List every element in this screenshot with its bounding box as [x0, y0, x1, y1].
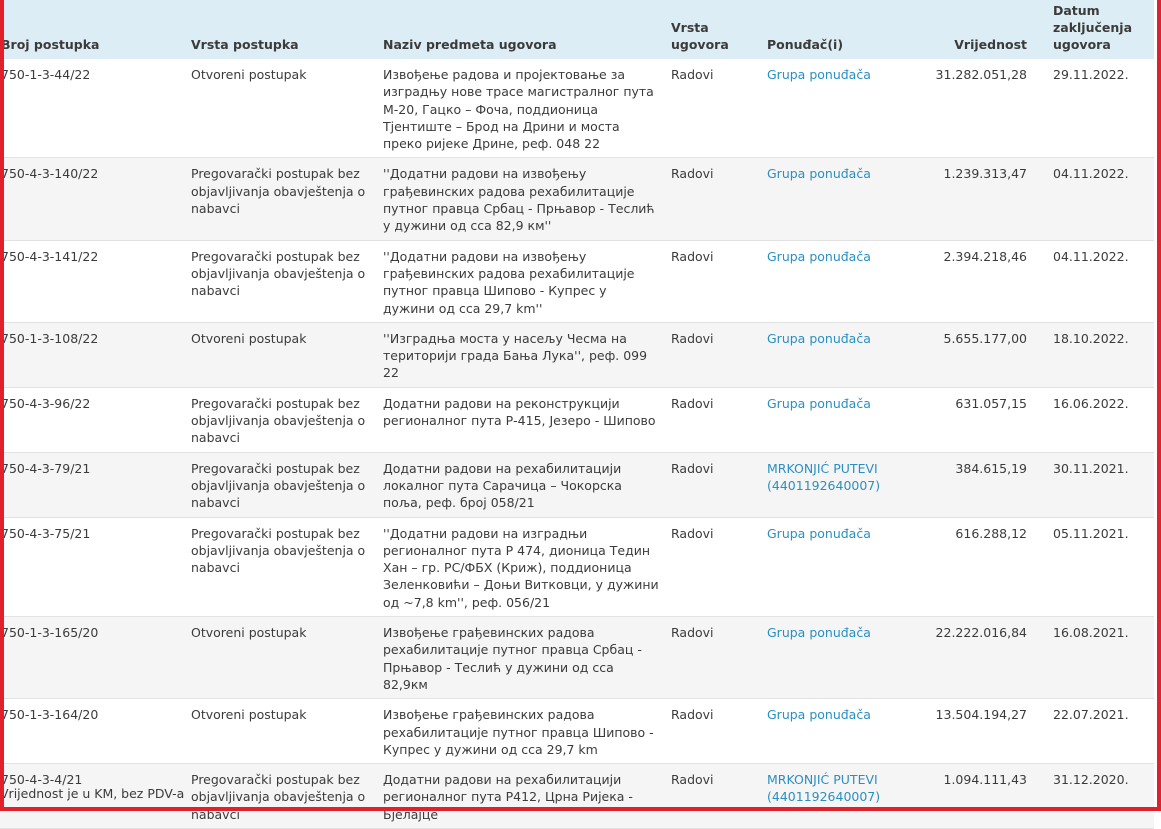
cell-datum: 16.06.2022.	[1047, 387, 1154, 452]
bidder-link[interactable]: Grupa ponuđača	[767, 525, 871, 541]
cell-vrijednost: 631.057,15	[911, 387, 1047, 452]
cell-vrsta: Pregovarački postupak bez objavljivanja obavještenja o nabavci	[185, 764, 377, 829]
cell-vrijednost: 1.239.313,47	[911, 158, 1047, 240]
table-row	[0, 322, 1154, 387]
table-row	[0, 517, 1154, 616]
bidder-link[interactable]: Grupa ponuđača	[767, 166, 871, 182]
header-vrsta[interactable]: Vrsta postupka	[191, 37, 299, 52]
cell-vrsta-ugovora: Radovi	[665, 59, 761, 158]
cell-naziv: Извођење радова и пројектовање за изградњу нове трасе магистралног пута М-20, Гацко – Фоча, поддионица Тјентиште – Брод на Дрини и моста преко ријеке Дрине, реф. 048 22	[377, 59, 665, 158]
cell-naziv: ''Додатни радови на изградњи регионалног пута Р 474, дионица Тедин Хан – гр. РС/ФБХ (Криж), поддионица Зеленковићи – Доњи Витковци, у дужини од ~7,8 km'', реф. 056/21	[377, 517, 665, 616]
cell-broj: 750-4-3-4/21	[0, 764, 185, 829]
table-row	[0, 387, 1154, 452]
cell-naziv: Додатни радови на рехабилитацији локалног пута Сарачица – Чокорска поља, реф. број 058/21	[377, 452, 665, 517]
cell-vrsta: Otvoreni postupak	[185, 617, 377, 699]
cell-broj: 750-4-3-96/22	[0, 387, 185, 452]
cell-broj: 750-4-3-75/21	[0, 517, 185, 616]
table-row	[0, 699, 1154, 764]
cell-ponudjac	[761, 59, 911, 158]
cell-datum: 29.11.2022.	[1047, 59, 1154, 158]
cell-vrsta-ugovora: Radovi	[665, 699, 761, 764]
table-row	[0, 158, 1154, 240]
cell-datum: 18.10.2022.	[1047, 322, 1154, 387]
cell-vrijednost: 22.222.016,84	[911, 617, 1047, 699]
bidder-link[interactable]: Grupa ponuđača	[767, 625, 871, 641]
cell-datum: 22.07.2021.	[1047, 699, 1154, 764]
cell-datum: 05.11.2021.	[1047, 517, 1154, 616]
cell-ponudjac	[761, 322, 911, 387]
bidder-link[interactable]: MRKONJIĆ PUTEVI (4401192640007)	[767, 460, 881, 493]
bidder-link[interactable]: Grupa ponuđača	[767, 395, 871, 411]
table-row	[0, 240, 1154, 322]
header-vrijednost[interactable]: Vrijednost	[954, 37, 1027, 52]
cell-vrsta-ugovora: Radovi	[665, 387, 761, 452]
table-row	[0, 59, 1154, 158]
footnote: Vrijednost je u KM, bez PDV-a	[0, 786, 185, 801]
header-datum[interactable]: Datum zaključenja ugovora	[1053, 3, 1132, 52]
cell-vrijednost: 13.504.194,27	[911, 699, 1047, 764]
cell-vrsta-ugovora: Radovi	[665, 322, 761, 387]
cell-vrsta: Otvoreni postupak	[185, 699, 377, 764]
cell-ponudjac	[761, 617, 911, 699]
cell-naziv: ''Додатни радови на извођењу грађевинских радова рехабилитације путног правца Шипово - Купрес у дужини од сса 29,7 km''	[377, 240, 665, 322]
cell-vrsta: Pregovarački postupak bez objavljivanja obavještenja o nabavci	[185, 158, 377, 240]
cell-vrsta: Pregovarački postupak bez objavljivanja obavještenja o nabavci	[185, 240, 377, 322]
cell-vrsta: Pregovarački postupak bez objavljivanja obavještenja o nabavci	[185, 387, 377, 452]
cell-ponudjac	[761, 699, 911, 764]
cell-naziv: Додатни радови на рехабилитацији регионалног пута Р412, Црна Ријека - Бјелајце	[377, 764, 665, 829]
bidder-link[interactable]: Grupa ponuđača	[767, 67, 871, 82]
cell-vrsta: Otvoreni postupak	[185, 322, 377, 387]
table-row	[0, 617, 1154, 699]
cell-broj: 750-1-3-164/20	[0, 699, 185, 764]
cell-naziv: Додатни радови на реконструкцији регионалног пута Р-415, Језеро - Шипово	[377, 387, 665, 452]
cell-ponudjac	[761, 517, 911, 616]
cell-datum: 04.11.2022.	[1047, 240, 1154, 322]
table-row	[0, 452, 1154, 517]
cell-broj: 750-4-3-140/22	[0, 158, 185, 240]
cell-vrsta: Otvoreni postupak	[185, 59, 377, 158]
cell-ponudjac	[761, 764, 911, 829]
cell-broj: 750-1-3-108/22	[0, 322, 185, 387]
cell-broj: 750-1-3-44/22	[0, 59, 185, 158]
cell-broj: 750-4-3-79/21	[0, 452, 185, 517]
cell-vrsta-ugovora: Radovi	[665, 452, 761, 517]
cell-vrsta-ugovora: Radovi	[665, 517, 761, 616]
bidder-link[interactable]: Grupa ponuđača	[767, 248, 871, 264]
cell-ponudjac	[761, 387, 911, 452]
cell-ponudjac	[761, 158, 911, 240]
cell-naziv: ''Додатни радови на извођењу грађевинских радова рехабилитације путног правца Србац - Прњавор - Теслић у дужини од сса 82,9 км''	[377, 158, 665, 240]
cell-naziv: Извођење грађевинских радова рехабилитације путног правца Шипово - Купрес у дужини од сса 29,7 km	[377, 699, 665, 764]
cell-vrsta: Pregovarački postupak bez objavljivanja obavještenja o nabavci	[185, 452, 377, 517]
cell-datum: 31.12.2020.	[1047, 764, 1154, 829]
header-naziv[interactable]: Naziv predmeta ugovora	[383, 37, 557, 52]
cell-ponudjac	[761, 240, 911, 322]
cell-ponudjac	[761, 452, 911, 517]
cell-vrijednost: 1.094.111,43	[911, 764, 1047, 829]
cell-broj: 750-1-3-165/20	[0, 617, 185, 699]
cell-vrijednost: 2.394.218,46	[911, 240, 1047, 322]
cell-vrijednost: 31.282.051,28	[911, 59, 1047, 158]
header-ponudjac[interactable]: Ponuđač(i)	[767, 37, 844, 52]
cell-datum: 16.08.2021.	[1047, 617, 1154, 699]
cell-vrijednost: 616.288,12	[911, 517, 1047, 616]
cell-vrsta-ugovora: Radovi	[665, 240, 761, 322]
bidder-link[interactable]: Grupa ponuđača	[767, 707, 871, 723]
cell-vrijednost: 384.615,19	[911, 452, 1047, 517]
bidder-link[interactable]: MRKONJIĆ PUTEVI (4401192640007)	[767, 772, 881, 805]
cell-vrsta-ugovora: Radovi	[665, 617, 761, 699]
cell-vrsta: Pregovarački postupak bez objavljivanja obavještenja o nabavci	[185, 517, 377, 616]
cell-datum: 30.11.2021.	[1047, 452, 1154, 517]
header-vrsta-ugovora[interactable]: Vrsta ugovora	[671, 20, 729, 52]
table-container	[1, 0, 1153, 822]
cell-vrsta-ugovora: Radovi	[665, 158, 761, 240]
header-broj[interactable]: Broj postupka	[1, 37, 100, 52]
cell-datum: 04.11.2022.	[1047, 158, 1154, 240]
cell-naziv: Извођење грађевинских радова рехабилитације путног правца Србац - Прњавор - Теслић у дужини од сса 82,9км	[377, 617, 665, 699]
cell-vrijednost: 5.655.177,00	[911, 322, 1047, 387]
table-header-row	[0, 0, 1154, 59]
cell-vrsta-ugovora: Radovi	[665, 764, 761, 829]
cell-broj: 750-4-3-141/22	[0, 240, 185, 322]
cell-naziv: ''Изградња моста у насељу Чесма на територији града Бања Лука'', реф. 099 22	[377, 322, 665, 387]
bidder-link[interactable]: Grupa ponuđača	[767, 330, 871, 346]
